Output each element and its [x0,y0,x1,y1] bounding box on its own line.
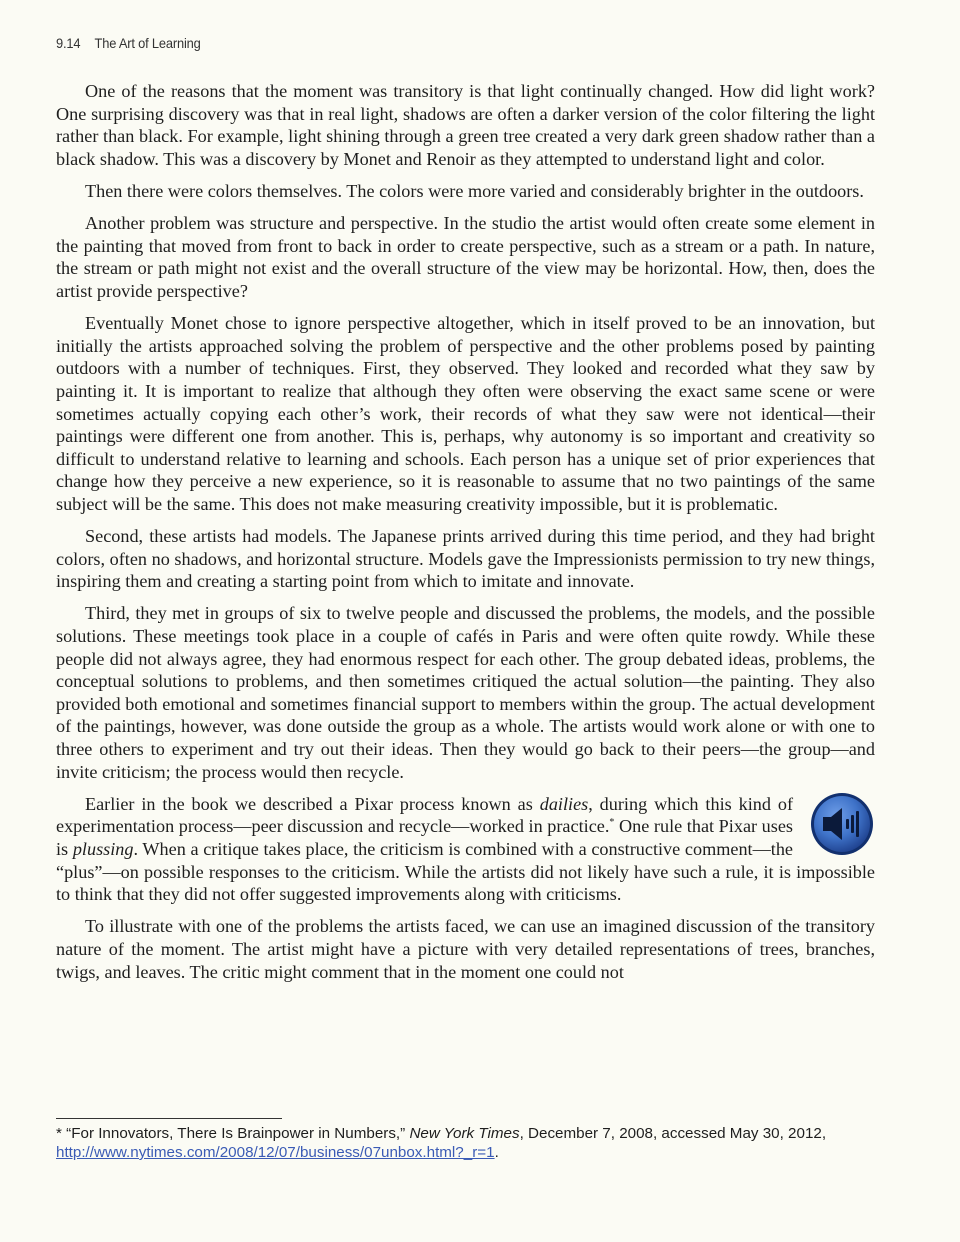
paragraph: Third, they met in groups of six to twelve people and discussed the problems, the models, and the possible solutions. These meetings took place in a couple of cafés in Paris and were often quite rowdy. While these people did not always agree, they had enormous respect for each other. The group debated ideas, problems, the conceptual solutions to problems, and then sometimes critiqued the actual solution—the painting. They also provided both emotional and sometimes financial support to members within the group. The actual development of the paintings, however, was done outside the group as a whole. The artists would work alone or with one to three others to experiment and try out their ideas. Then they would go back to their peers—the group—and invite criticism; the process would then recycle. [56,603,875,782]
paragraph: One of the reasons that the moment was transitory is that light continually changed. How did light work? One surprising discovery was that in real light, shadows are often a darker version of the color filtering the light rather than black. For example, light shining through a green tree created a very dark green shadow rather than a black shadow. This was a discovery by Monet and Renoir as they attempted to understand light and color. [56,81,875,169]
footnote-link[interactable]: http://www.nytimes.com/2008/12/07/business/07unbox.html?_r=1 [56,1144,495,1161]
paragraph: Another problem was structure and perspective. In the studio the artist would often create some element in the painting that moved from front to back in order to create perspective, such as a stream or a path. In nature, the stream or path might not exist and the overall structure of the view may be horizontal. How, then, does the artist provide perspective? [56,213,875,301]
footnote-title: “For Innovators, There Is Brainpower in Numbers,” [66,1125,406,1142]
page-number: 9.14 [56,35,81,51]
audio-button[interactable] [803,793,875,859]
footnote-divider [56,1118,282,1119]
paragraph: To illustrate with one of the problems the artists faced, we can use an imagined discussion of the transitory nature of the moment. The artist might have a picture with very detailed representations of trees, branches, twigs, and leaves. The critic might comment that in the moment one could not [56,916,875,982]
paragraph-pixar: Earlier in the book we described a Pixar process known as dailies, during which this kind of experimentation process—peer discussion and recycle—worked in practice.* One rule that Pixar uses is plussing. When a critique takes place, the criticism is combined with a constructive comment—the “plus”—on possible responses to the criticism. While the artists did not likely have such a rule, it is impossible to think that they did not offer suggested improvements along with criticisms. [56,793,875,906]
paragraph: Eventually Monet chose to ignore perspective altogether, which in itself proved to be an innovation, but initially the artists approached solving the problem of perspective and the other problems posed by painting outdoors with a number of techniques. First, they observed. They looked and recorded what they saw by painting it. It is important to realize that although they often were observing the exact same scene or were sometimes actually copying each other’s work, their records of what they saw were not identical—their paintings were different one from another. This is, perhaps, why autonomy is so important and creativity so difficult to understand relative to learning and schools. Each person has a unique set of prior experiences that change how they perceive a new experience, so it is reasonable to assume that no two paintings of the same subject will be the same. This does not make measuring creativity impossible, but it is problematic. [56,313,875,514]
speaker-audio-icon [809,791,875,857]
body-text [56,80,875,993]
running-head [56,35,201,51]
paragraph: Then there were colors themselves. The colors were more varied and considerably brighter in the outdoors. [85,180,864,201]
footnote-reference[interactable]: * [609,817,615,829]
book-title: The Art of Learning [94,35,201,51]
paragraph: Second, these artists had models. The Japanese prints arrived during this time period, and they had bright colors, often no shadows, and horizontal structure. Models gave the Impressionists permission to try new things, inspiring them and creating a starting point from which to imitate and innovate. [56,526,875,592]
footnote-details: , December 7, 2008, accessed May 30, 2012, [519,1125,827,1142]
footnote-marker: * [56,1125,62,1142]
footnote: * “For Innovators, There Is Brainpower in Numbers,” New York Times, December 7, 2008, accessed May 30, 2012, http://www.nytimes.com/2008/12/07/business/07unbox.html?_r=1. [56,1125,827,1161]
footnote-publication: New York Times [409,1125,520,1142]
